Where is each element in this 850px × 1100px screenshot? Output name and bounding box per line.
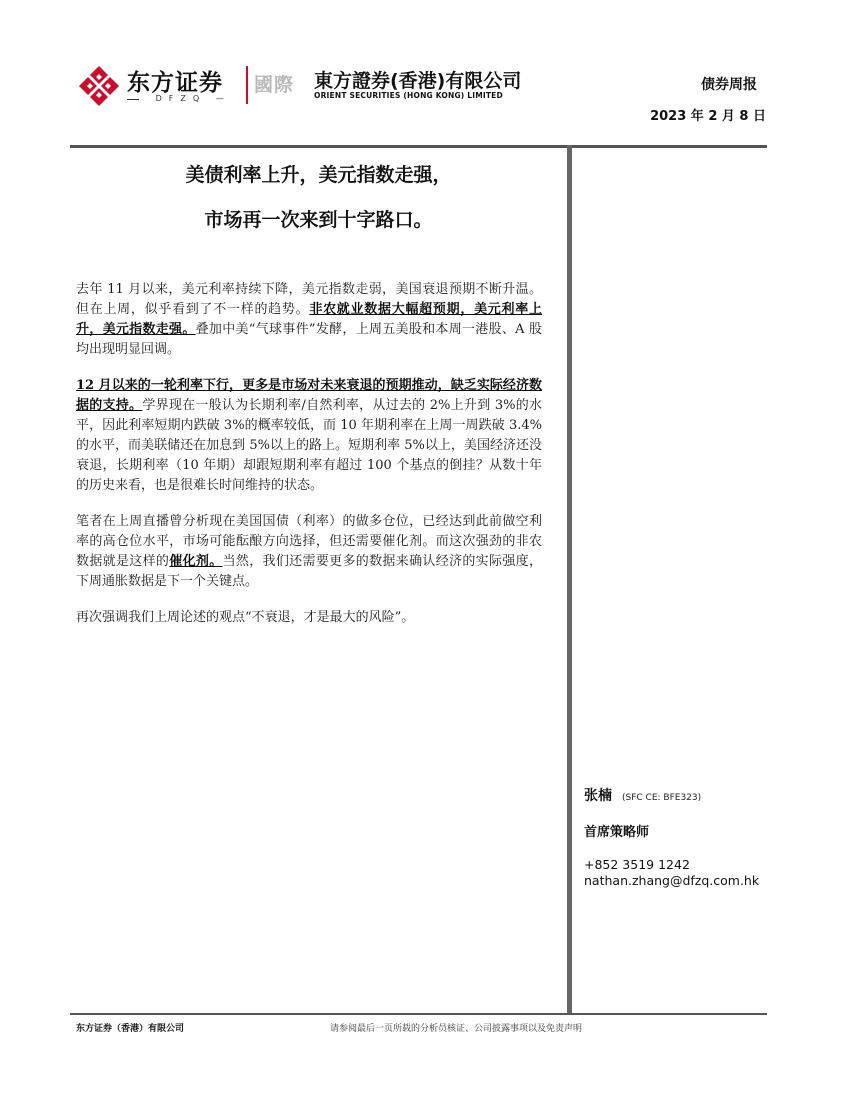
logo-hk-company-cn: 東方證券(香港)有限公司: [314, 70, 522, 92]
p1-text: 去年 11 月以来，美元利率持续下降，美元指数走弱，美国衰退预期不断升温。但在上周，似乎看到了不一样的趋势。: [76, 282, 542, 317]
report-title-line-2: 市场再一次来到十字路口。: [204, 209, 433, 231]
paragraph-3: [76, 512, 542, 592]
p3-text: 笔者在上周直播曾分析现在美国国债（利率）的做多仓位，已经达到此前做空利率的高仓位水平，市场可能酝酿方向选择，但还需要催化剂。而这次强劲的非农数据就是这样的: [76, 514, 542, 569]
logo-mark-icon: [78, 65, 120, 107]
p3-text-tail: 当然，我们还需要更多的数据来确认经济的实际强度，下周通胀数据是下一个关键点。: [76, 554, 542, 589]
author-phone: +852 3519 1242: [584, 857, 690, 872]
logo-sub-letters: DFZQ —: [155, 94, 231, 103]
p1-text-tail: 叠加中美“气球事件”发酵，上周五美股和本周一港股、A 股均出现明显回调。: [76, 322, 542, 357]
paragraph-1: [76, 280, 542, 360]
report-type: 债券周报: [701, 77, 757, 93]
p2-text: 学界现在一般认为长期利率/自然利率，从过去的 2%上升到 3%的水平，因此利率短期内跌破 3%的概率较低，而 10 年期利率在上周一周跌破 3.4%的水平，而美联储还在加息到 5%以上的路上。短期利率 5%以上，美国经济还没衰退，长期利率（10 年期）却跟短期利率有超过 100 个基点的倒挂？从数十年的历史来看，也是很难长时间维持的状态。: [76, 398, 542, 493]
author-name: 张楠: [584, 788, 612, 804]
column-divider: [567, 145, 572, 1013]
report-body: [76, 280, 542, 644]
p2-highlight: 12 月以来的一轮利率下行，更多是市场对未来衰退的预期推动，缺乏实际经济数据的支持。: [76, 378, 542, 413]
logo-sub-text: DFZQ: [155, 94, 207, 103]
author-ce-number: (SFC CE: BFE323): [622, 793, 702, 803]
top-rule: [70, 145, 767, 148]
footer-disclaimer: 请参阅最后一页所载的分析员核证、公司披露事项以及免责声明: [330, 1024, 583, 1034]
paragraph-4: 再次强调我们上周论述的观点“不衰退，才是最大的风险”。: [76, 610, 415, 625]
logo-company-name: 东方证券: [127, 70, 223, 96]
report-date: 2023 年 2 月 8 日: [650, 109, 766, 124]
report-title-line-1: 美债利率上升，美元指数走强，: [185, 164, 452, 186]
author-block: [584, 785, 774, 888]
p3-highlight: 催化剂。: [169, 554, 223, 569]
p1-highlight: 非农就业数据大幅超预期，美元利率上升，美元指数走强。: [76, 302, 542, 337]
author-title: 首席策略师: [584, 825, 650, 840]
logo-divider: [246, 66, 248, 104]
logo-intl: 國際: [254, 74, 295, 96]
footer-company: 东方证券（香港）有限公司: [76, 1024, 185, 1034]
author-name-row: [584, 785, 774, 805]
author-email: nathan.zhang@dfzq.com.hk: [584, 873, 760, 888]
bottom-rule: [70, 1013, 767, 1015]
paragraph-2: [76, 376, 542, 496]
logo-hk-company-en: ORIENT SECURITIES (HONG KONG) LIMITED: [314, 91, 503, 100]
